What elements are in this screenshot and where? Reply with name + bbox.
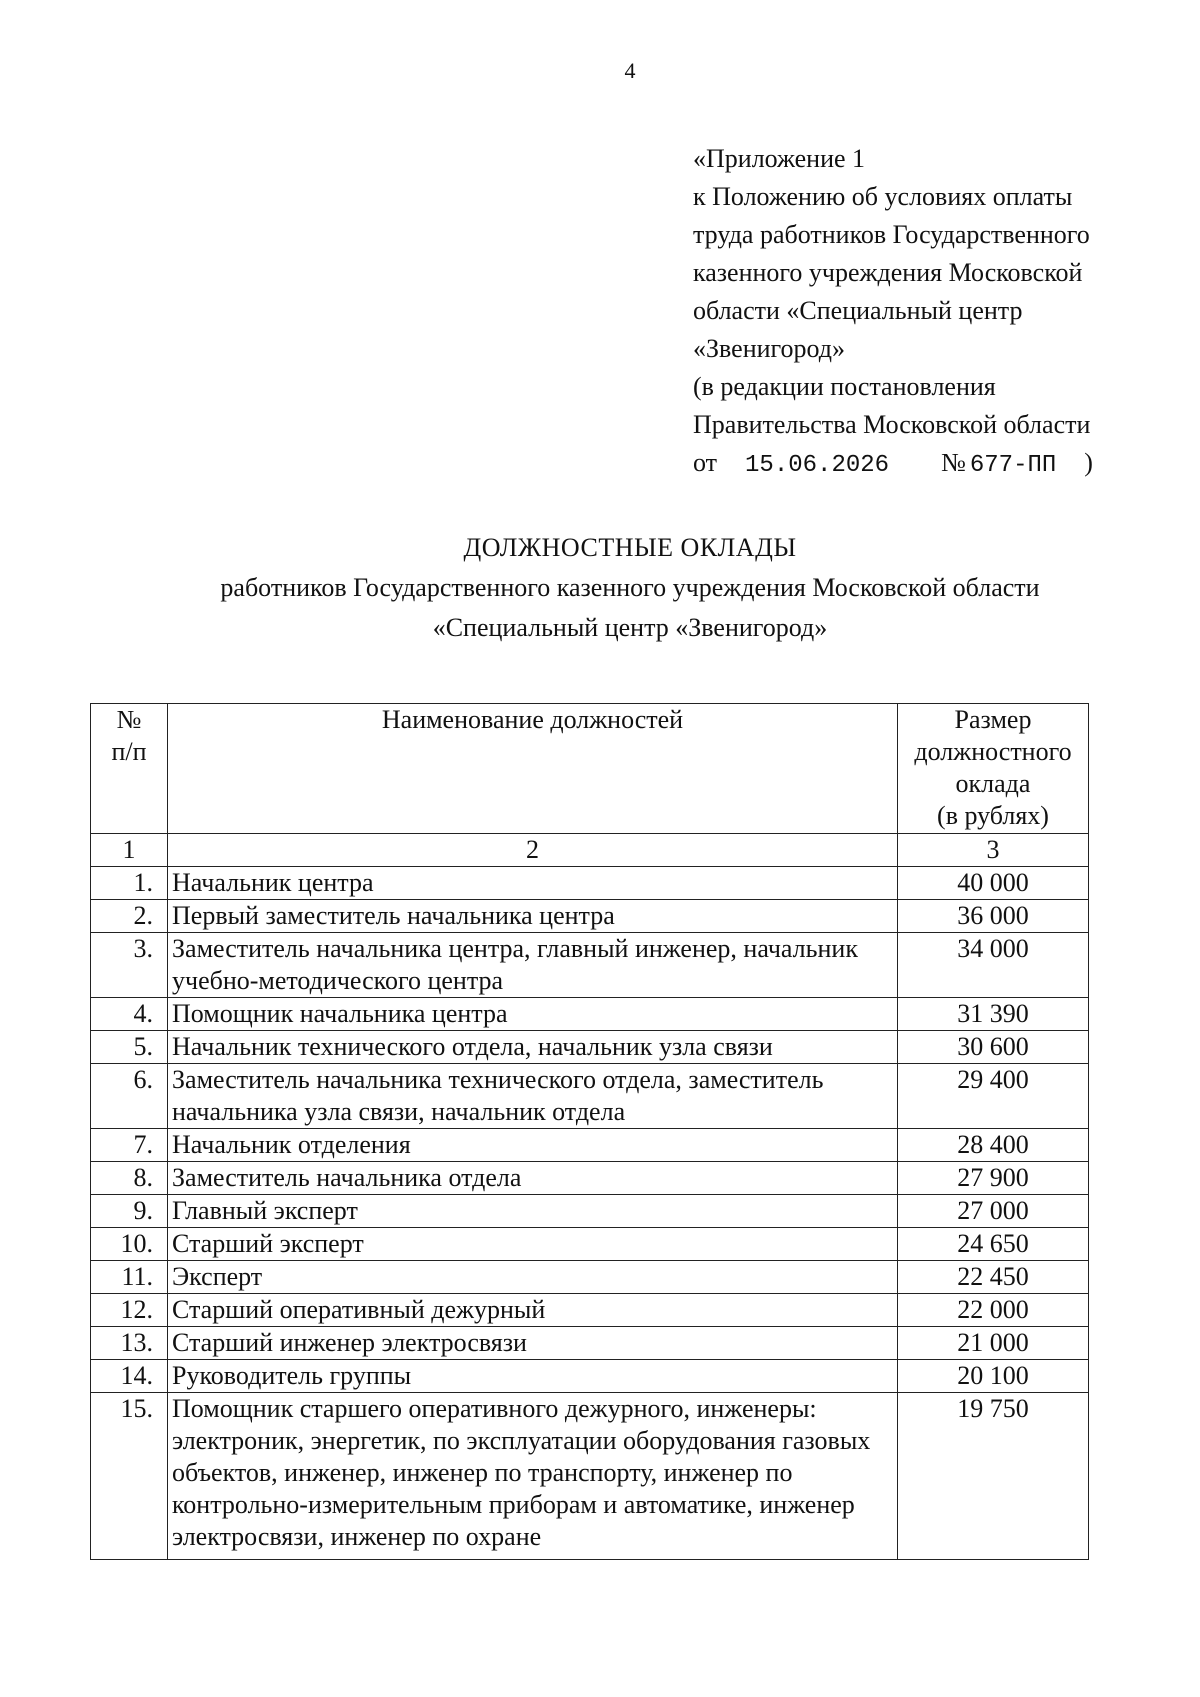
header-salary-line: Размер bbox=[954, 705, 1032, 734]
row-number: 10. bbox=[91, 1228, 168, 1261]
table-row bbox=[91, 933, 1089, 998]
position-name: Заместитель начальника центра, главный инженер, начальник учебно-методического центра bbox=[168, 933, 898, 998]
table-row bbox=[91, 998, 1089, 1031]
column-index-row bbox=[91, 834, 1089, 867]
decree-number: 677-ПП bbox=[969, 452, 1057, 479]
row-number: 12. bbox=[91, 1294, 168, 1327]
salary-amount: 29 400 bbox=[898, 1064, 1089, 1129]
decree-date: 15.06.2026 bbox=[745, 452, 890, 479]
header-salary bbox=[898, 704, 1089, 834]
appendix-line: труда работников Государственного bbox=[693, 220, 1090, 249]
header-number-abbr: п/п bbox=[111, 737, 147, 766]
table-row bbox=[91, 1031, 1089, 1064]
position-name: Заместитель начальника отдела bbox=[168, 1162, 898, 1195]
header-position-name: Наименование должностей bbox=[168, 704, 898, 834]
table-row bbox=[91, 867, 1089, 900]
decree-reference bbox=[693, 444, 1093, 485]
appendix-line: «Звенигород» bbox=[693, 334, 846, 363]
position-name: Помощник начальника центра bbox=[168, 998, 898, 1031]
table-row bbox=[91, 1228, 1089, 1261]
position-name: Помощник старшего оперативного дежурного, инженеры: электроник, энергетик, по эксплуатации оборудования газовых объектов, инженер, инженер по транспорту, инженер по контрольно-измерительным приборам и автоматике, инженер электросвязи, инженер по охране bbox=[168, 1393, 898, 1560]
title-subtitle-1: работников Государственного казенного учреждения Московской области bbox=[220, 573, 1040, 602]
row-number: 15. bbox=[91, 1393, 168, 1560]
salary-amount: 21 000 bbox=[898, 1327, 1089, 1360]
appendix-line: Правительства Московской области bbox=[693, 410, 1091, 439]
page-number: 4 bbox=[624, 58, 636, 83]
table-row bbox=[91, 1294, 1089, 1327]
column-index: 3 bbox=[898, 834, 1089, 867]
row-number: 1. bbox=[91, 867, 168, 900]
appendix-line: казенного учреждения Московской bbox=[693, 258, 1083, 287]
position-name: Старший оперативный дежурный bbox=[168, 1294, 898, 1327]
ref-prefix: от bbox=[693, 448, 718, 477]
row-number: 9. bbox=[91, 1195, 168, 1228]
table-row bbox=[91, 1162, 1089, 1195]
title-subtitle-2: «Специальный центр «Звенигород» bbox=[432, 613, 828, 642]
position-name: Старший эксперт bbox=[168, 1228, 898, 1261]
position-name: Первый заместитель начальника центра bbox=[168, 900, 898, 933]
row-number: 11. bbox=[91, 1261, 168, 1294]
table-header-row bbox=[91, 704, 1089, 834]
table-row bbox=[91, 1195, 1089, 1228]
salary-amount: 24 650 bbox=[898, 1228, 1089, 1261]
table-row bbox=[91, 1360, 1089, 1393]
header-number bbox=[91, 704, 168, 834]
table-row bbox=[91, 1393, 1089, 1560]
title-heading: ДОЛЖНОСТНЫЕ ОКЛАДЫ bbox=[463, 533, 797, 562]
row-number: 14. bbox=[91, 1360, 168, 1393]
header-salary-line: оклада bbox=[955, 769, 1031, 798]
document-title bbox=[0, 528, 1200, 648]
row-number: 2. bbox=[91, 900, 168, 933]
row-number: 13. bbox=[91, 1327, 168, 1360]
row-number: 6. bbox=[91, 1064, 168, 1129]
position-name: Главный эксперт bbox=[168, 1195, 898, 1228]
salary-table bbox=[90, 703, 1089, 1560]
table-row bbox=[91, 1261, 1089, 1294]
table-row bbox=[91, 900, 1089, 933]
column-index: 1 bbox=[91, 834, 168, 867]
appendix-block bbox=[693, 140, 1093, 485]
header-salary-line: должностного bbox=[914, 737, 1072, 766]
salary-amount: 28 400 bbox=[898, 1129, 1089, 1162]
salary-amount: 22 000 bbox=[898, 1294, 1089, 1327]
salary-amount: 27 000 bbox=[898, 1195, 1089, 1228]
table-row bbox=[91, 1129, 1089, 1162]
column-index: 2 bbox=[168, 834, 898, 867]
appendix-line: области «Специальный центр bbox=[693, 296, 1023, 325]
table-row bbox=[91, 1064, 1089, 1129]
salary-amount: 27 900 bbox=[898, 1162, 1089, 1195]
position-name: Старший инженер электросвязи bbox=[168, 1327, 898, 1360]
table-row bbox=[91, 1327, 1089, 1360]
row-number: 3. bbox=[91, 933, 168, 998]
row-number: 5. bbox=[91, 1031, 168, 1064]
ref-close: ) bbox=[1084, 448, 1093, 477]
row-number: 8. bbox=[91, 1162, 168, 1195]
row-number: 4. bbox=[91, 998, 168, 1031]
header-salary-line: (в рублях) bbox=[937, 801, 1049, 830]
position-name: Начальник отделения bbox=[168, 1129, 898, 1162]
position-name: Начальник технического отдела, начальник узла связи bbox=[168, 1031, 898, 1064]
position-name: Эксперт bbox=[168, 1261, 898, 1294]
row-number: 7. bbox=[91, 1129, 168, 1162]
position-name: Начальник центра bbox=[168, 867, 898, 900]
salary-amount: 22 450 bbox=[898, 1261, 1089, 1294]
salary-amount: 40 000 bbox=[898, 867, 1089, 900]
salary-amount: 19 750 bbox=[898, 1393, 1089, 1560]
appendix-line: к Положению об условиях оплаты bbox=[693, 182, 1073, 211]
position-name: Руководитель группы bbox=[168, 1360, 898, 1393]
salary-amount: 30 600 bbox=[898, 1031, 1089, 1064]
salary-amount: 31 390 bbox=[898, 998, 1089, 1031]
header-number-sign: № bbox=[116, 705, 142, 734]
salary-amount: 20 100 bbox=[898, 1360, 1089, 1393]
appendix-line: (в редакции постановления bbox=[693, 372, 996, 401]
salary-amount: 34 000 bbox=[898, 933, 1089, 998]
appendix-line: «Приложение 1 bbox=[693, 144, 866, 173]
salary-amount: 36 000 bbox=[898, 900, 1089, 933]
position-name: Заместитель начальника технического отдела, заместитель начальника узла связи, начальник отдела bbox=[168, 1064, 898, 1129]
number-sign: № bbox=[941, 448, 966, 477]
